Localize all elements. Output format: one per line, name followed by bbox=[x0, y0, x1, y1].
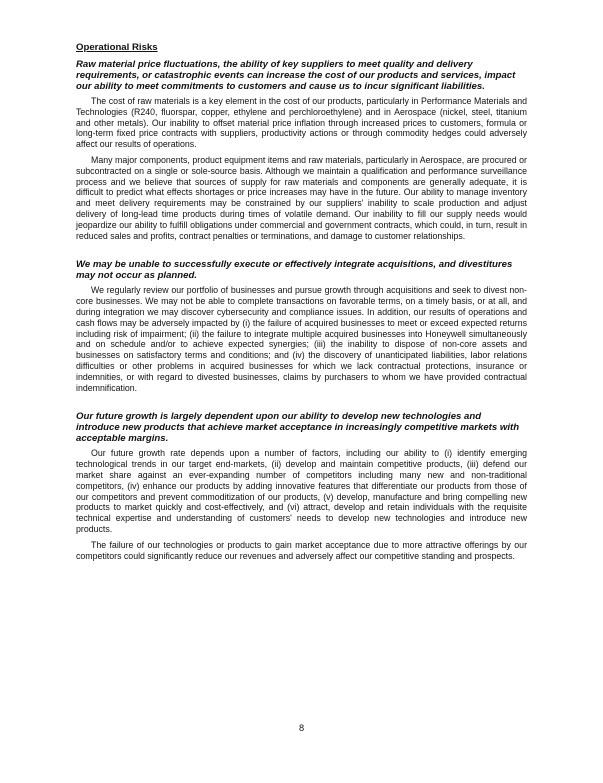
risk-heading: We may be unable to successfully execute or effectively integrate acquisitions, and divestitures may not occur as planned. bbox=[76, 259, 513, 282]
body-paragraph: We regularly review our portfolio of businesses and pursue growth through acquisitions and seek to divest non-core businesses. We may not be able to complete transactions on favorable terms, on a timely basis, or at all, and during integration we may discover cybersecurity and compliance issues. In addition, our results of operations and cash flows may be adversely impacted by (i) the failure of acquired businesses to meet or exceed expected returns including risk of impairment; (ii) the failure to integrate multiple acquired businesses into Honeywell simultaneously and on schedule and/or to achieve expected synergies; (iii) the inability to dispose of non-core assets and businesses on satisfactory terms and conditions; and (iv) the discovery of unanticipated liabilities, labor relations difficulties or other problems in acquired businesses for which we lack contractual protections, insurance or indemnities, or with regard to divested businesses, claims by purchasers to whom we have provided contractual indemnification. bbox=[76, 285, 527, 393]
risk-block-acquisitions bbox=[76, 259, 527, 393]
section-spacer bbox=[76, 246, 527, 259]
document-page bbox=[76, 42, 527, 566]
risk-block-future-growth bbox=[76, 411, 527, 561]
body-paragraph: Our future growth rate depends upon a number of factors, including our ability to (i) identify emerging technological trends in our target end-markets, (ii) develop and maintain competitive products, (iii) defend our market share against an ever-expanding number of competitors including many new and non-traditional competitors, (iv) enhance our products by adding innovative features that differentiate our products from those of our competitors and prevent commoditization of our products, (v) develop, manufacture and bring compelling new products to market quickly and cost-effectively, and (vi) attract, develop and retain individuals with the requisite technical expertise and understanding of customers' needs to develop new technologies and introduce new products. bbox=[76, 448, 527, 534]
section-spacer bbox=[76, 398, 527, 411]
risk-heading: Raw material price fluctuations, the ability of key suppliers to meet quality and delivery requirements, or catastrophic events can increase the cost of our products and services, impact our ability to meet commitments to customers and cause us to incur significant liabilities. bbox=[76, 59, 516, 92]
section-title: Operational Risks bbox=[76, 42, 158, 53]
risk-block-raw-materials bbox=[76, 59, 527, 241]
body-paragraph: Many major components, product equipment items and raw materials, particularly in Aerospace, are procured or subcontracted on a single or sole-source basis. Although we maintain a qualification and performance surveillance process and we believe that sources of supply for raw materials and components are generally adequate, it is difficult to predict what effects shortages or price increases may have in the future. Our ability to manage inventory and meet delivery requirements may be constrained by our suppliers' inability to scale production and adjust delivery of long-lead time products during times of volatile demand. Our inability to fill our supply needs would jeopardize our ability to fulfill obligations under commercial and government contracts, which could, in turn, result in reduced sales and profits, contract penalties or terminations, and damage to customer relationships. bbox=[76, 154, 527, 241]
body-paragraph: The cost of raw materials is a key element in the cost of our products, particularly in Performance Materials and Technologies (R240, fluorspar, copper, ethylene and perchloroethylene) and in Aerospace (nickel, steel, titanium and other metals). Our inability to offset material price inflation through increased prices to customers, formula or long-term fixed price contracts with suppliers, productivity actions or through commodity hedges could adversely affect our results of operations. bbox=[76, 96, 527, 150]
risk-heading: Our future growth is largely dependent upon our ability to develop new technologies and introduce new products that achieve market acceptance in increasingly competitive markets with acceptable margins. bbox=[76, 411, 520, 445]
page-number: 8 bbox=[298, 723, 305, 733]
body-paragraph: The failure of our technologies or products to gain market acceptance due to more attractive offerings by our competitors could significantly reduce our revenues and adversely affect our competitive standing and prospects. bbox=[76, 539, 527, 561]
